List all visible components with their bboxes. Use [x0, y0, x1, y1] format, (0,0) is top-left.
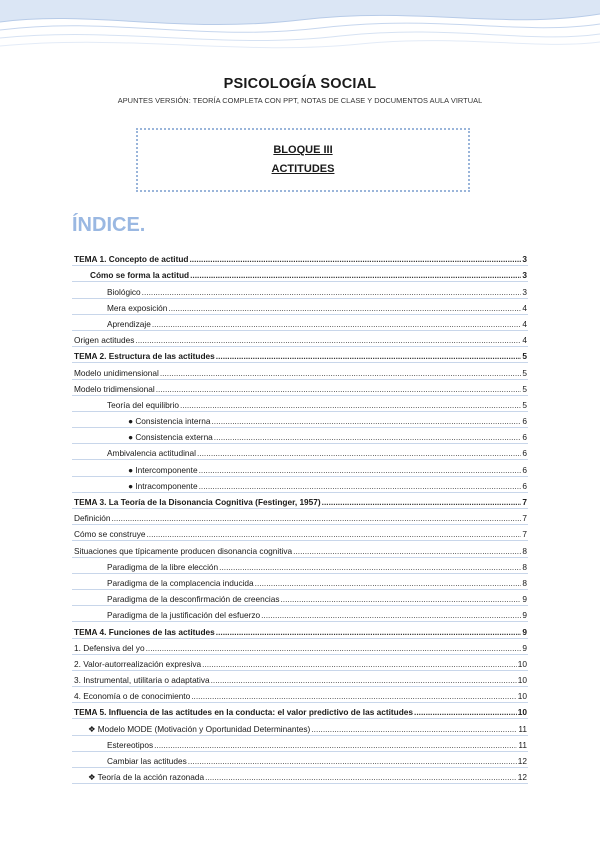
toc-entry-label: 3. Instrumental, utilitaria o adaptativa	[74, 675, 210, 686]
toc-entry-page: 9	[522, 594, 527, 605]
toc-entry-label: Situaciones que típicamente producen disonancia cognitiva	[74, 545, 293, 556]
toc-leader-dots	[414, 707, 517, 717]
toc-entry-page: 12	[517, 756, 527, 766]
toc-entry-label: 4. Economía o de conocimiento	[74, 691, 191, 702]
toc-entry[interactable]	[72, 574, 528, 590]
toc-entry[interactable]	[72, 282, 528, 298]
toc-entry-label: Paradigma de la complacencia inducida	[107, 577, 254, 588]
toc-leader-dots	[199, 465, 522, 475]
toc-entry-label: 2. Valor-autorrealización expresiva	[74, 658, 202, 669]
toc-entry-page: 11	[518, 723, 527, 734]
toc-entry-label: Ambivalencia actitudinal	[107, 448, 197, 459]
toc-entry[interactable]	[72, 768, 528, 784]
toc-entry-label: Modelo tridimensional	[74, 383, 155, 394]
toc-entry[interactable]	[72, 299, 528, 315]
toc-leader-dots	[211, 675, 517, 685]
toc-entry-page: 6	[522, 448, 527, 459]
toc-entry-page: 9	[522, 642, 527, 653]
toc-entry[interactable]	[72, 622, 528, 638]
toc-leader-dots	[281, 594, 522, 604]
toc-entry[interactable]	[72, 444, 528, 460]
table-of-contents	[72, 250, 528, 784]
toc-leader-dots	[216, 351, 522, 361]
toc-leader-dots	[311, 724, 517, 734]
toc-leader-dots	[205, 772, 517, 782]
toc-entry[interactable]	[72, 752, 528, 768]
toc-entry[interactable]	[72, 380, 528, 396]
toc-entry-label: Paradigma de la desconfirmación de creencias	[107, 594, 280, 605]
toc-entry-label: Paradigma de la libre elección	[107, 561, 219, 572]
block-number: BLOQUE III	[273, 144, 333, 156]
toc-entry-label: TEMA 4. Funciones de las actitudes	[74, 626, 215, 637]
toc-entry-page: 4	[522, 302, 527, 313]
toc-entry[interactable]	[72, 671, 528, 687]
toc-leader-dots	[146, 643, 522, 653]
toc-entry-page: 6	[522, 464, 527, 475]
toc-leader-dots	[135, 335, 521, 345]
toc-leader-dots	[190, 270, 521, 280]
toc-entry-label: Mera exposición	[107, 302, 168, 313]
toc-entry-label: Cómo se forma la actitud	[90, 270, 190, 281]
toc-entry[interactable]	[72, 509, 528, 525]
toc-leader-dots	[111, 513, 521, 523]
toc-entry[interactable]	[72, 315, 528, 331]
toc-entry-page: 4	[522, 318, 527, 329]
toc-entry[interactable]	[72, 736, 528, 752]
toc-leader-dots	[202, 659, 517, 669]
toc-entry-label: ❖ Teoría de la acción razonada	[88, 772, 205, 783]
toc-leader-dots	[293, 546, 521, 556]
toc-entry[interactable]	[72, 412, 528, 428]
toc-leader-dots	[219, 562, 521, 572]
toc-entry-label: Cambiar las actitudes	[107, 756, 187, 766]
toc-entry[interactable]	[72, 719, 528, 735]
toc-entry-label: Origen actitudes	[74, 335, 135, 346]
toc-entry[interactable]	[72, 363, 528, 379]
toc-leader-dots	[154, 740, 517, 750]
toc-entry-page: 3	[522, 286, 527, 297]
toc-leader-dots	[142, 287, 522, 297]
toc-entry[interactable]	[72, 266, 528, 282]
toc-entry-label: TEMA 3. La Teoría de la Disonancia Cognitiva (Festinger, 1957)	[74, 497, 321, 507]
toc-entry-label: TEMA 2. Estructura de las actitudes	[74, 351, 215, 362]
toc-entry-page: 4	[522, 335, 527, 346]
toc-entry[interactable]	[72, 541, 528, 557]
block-topic: ACTITUDES	[271, 163, 335, 175]
toc-entry-page: 9	[522, 610, 527, 621]
toc-entry-page: 10	[517, 658, 527, 669]
toc-entry-label: Definición	[74, 513, 111, 524]
toc-entry-label: 1. Defensiva del yo	[74, 642, 145, 653]
toc-leader-dots	[152, 319, 522, 329]
toc-entry[interactable]	[72, 558, 528, 574]
toc-entry[interactable]	[72, 331, 528, 347]
toc-entry-page: 6	[522, 432, 527, 443]
toc-entry-page: 5	[522, 383, 527, 394]
block-box	[136, 128, 470, 192]
toc-entry-label: Biológico	[107, 286, 141, 297]
toc-entry-page: 7	[522, 497, 527, 507]
toc-entry-page: 6	[522, 480, 527, 491]
toc-entry-page: 10	[517, 691, 527, 702]
toc-leader-dots	[322, 497, 522, 507]
toc-entry-page: 8	[522, 561, 527, 572]
toc-entry-label: Modelo unidimensional	[74, 367, 159, 378]
toc-leader-dots	[261, 610, 521, 620]
toc-leader-dots	[189, 254, 521, 264]
toc-entry-label: Aprendizaje	[107, 318, 151, 329]
toc-entry-page: 5	[522, 351, 527, 362]
toc-entry-page: 7	[522, 513, 527, 524]
toc-leader-dots	[188, 756, 517, 766]
toc-entry-page: 5	[522, 399, 527, 410]
toc-entry[interactable]	[72, 347, 528, 363]
toc-leader-dots	[146, 529, 521, 539]
toc-entry-label: TEMA 5. Influencia de las actitudes en la conducta: el valor predictivo de las actitudes	[74, 707, 414, 718]
document-title: PSICOLOGÍA SOCIAL	[223, 76, 377, 92]
toc-entry-page: 8	[522, 577, 527, 588]
index-heading: ÍNDICE.	[72, 214, 146, 236]
toc-entry-page: 10	[517, 675, 527, 686]
toc-entry[interactable]	[72, 655, 528, 671]
toc-entry[interactable]	[72, 639, 528, 655]
toc-entry-label: ● Intercomponente	[128, 464, 198, 475]
toc-leader-dots	[160, 368, 522, 378]
toc-entry-page: 10	[517, 707, 527, 718]
toc-entry-label: Cómo se construye	[74, 529, 146, 540]
toc-entry-page: 6	[522, 416, 527, 427]
toc-leader-dots	[212, 416, 522, 426]
toc-entry-page: 11	[518, 739, 527, 750]
toc-entry[interactable]	[72, 590, 528, 606]
toc-entry[interactable]	[72, 396, 528, 412]
toc-entry[interactable]	[72, 687, 528, 703]
toc-leader-dots	[180, 400, 521, 410]
toc-leader-dots	[199, 481, 522, 491]
toc-leader-dots	[168, 303, 521, 313]
toc-leader-dots	[214, 432, 522, 442]
toc-entry[interactable]	[72, 460, 528, 476]
toc-entry-page: 9	[522, 626, 527, 637]
toc-entry[interactable]	[72, 606, 528, 622]
document-subtitle: APUNTES VERSIÓN: TEORÍA COMPLETA CON PPT, NOTAS DE CLASE Y DOCUMENTOS AULA VIRTUAL	[117, 96, 483, 105]
toc-leader-dots	[191, 691, 517, 701]
toc-entry-page: 12	[517, 772, 527, 783]
toc-entry-label: ● Intracomponente	[128, 480, 198, 491]
toc-entry-page: 8	[522, 545, 527, 556]
toc-entry-label: Teoría del equilibrio	[107, 399, 179, 410]
toc-leader-dots	[255, 578, 522, 588]
toc-entry-page: 3	[522, 254, 527, 265]
toc-entry[interactable]	[72, 525, 528, 541]
toc-entry-label: ❖ Modelo MODE (Motivación y Oportunidad Determinantes)	[88, 723, 311, 734]
toc-leader-dots	[156, 384, 522, 394]
toc-entry-label: Paradigma de la justificación del esfuerzo	[107, 610, 261, 621]
toc-entry-label: ● Consistencia externa	[128, 432, 213, 443]
toc-entry-label: Estereotipos	[107, 739, 154, 750]
toc-entry-page: 7	[522, 529, 527, 540]
toc-leader-dots	[216, 627, 522, 637]
toc-entry-page: 3	[522, 270, 527, 281]
toc-entry[interactable]	[72, 428, 528, 444]
toc-leader-dots	[197, 448, 521, 458]
toc-entry[interactable]	[72, 477, 528, 493]
toc-entry-page: 5	[522, 367, 527, 378]
toc-entry[interactable]	[72, 493, 528, 509]
toc-entry[interactable]	[72, 703, 528, 719]
toc-entry-label: ● Consistencia interna	[128, 416, 211, 427]
header-wave-decoration	[0, 0, 600, 60]
toc-entry[interactable]	[72, 250, 528, 266]
toc-entry-label: TEMA 1. Concepto de actitud	[74, 254, 189, 265]
